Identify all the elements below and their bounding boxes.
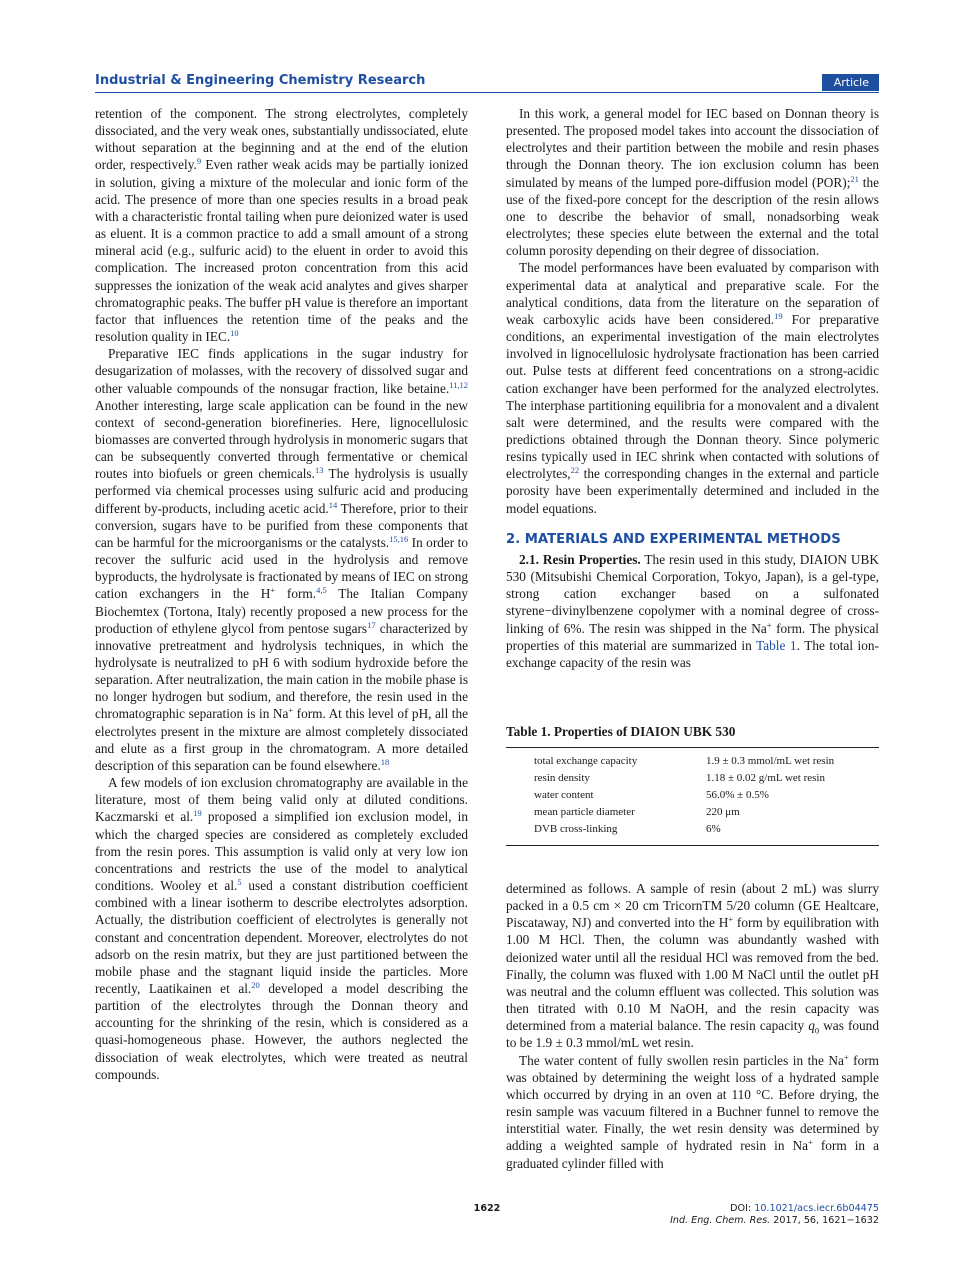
citation-link[interactable]: 14 xyxy=(328,499,338,510)
citation-link[interactable]: 20 xyxy=(251,979,260,990)
table-row: DVB cross-linking 6% xyxy=(534,822,721,835)
paragraph: The model performances have been evaluated by comparison with experimental data at analytical and preparative scale. For the analytical conditions, data from the literature on the separation of weak carboxylic acids have been considered.$^{19}$ For preparative conditions, an experimental investigation of the main electrolytes involved in lignocellulosic hydrolysate fractionation has been carried out. Pulse tests at different feed concentrations on a strong-acidic cation exchanger have been performed for the analyzed electrolytes. The interphase partitioning equilibria for a monovalent and a divalent salt were determined, and the results were compared with the predictions obtained through the Donnan theory. Since polymeric resins typically used in IEC shrink when contacted with solutions of electrolytes,$^{22}$ the corresponding changes in the external and particle porosity have been experimentally determined and included in the model equations. xyxy=(506,260,880,516)
paragraph: In this work, a general model for IEC based on Donnan theory is presented. The proposed model takes into account the dissociation of electrolytes and their partition between the mobile and resin phases through the Donnan theory. The ion exclusion column has been simulated by means of the lumped pore-diffusion model (POR);$^{21}$ the use of the fixed-pore concept for the description of the resin allows one to describe the behavior of small, nonadsorbing weak electrolytes; these species elute between the external and the total column porosity depending on their degree of dissociation. xyxy=(506,106,879,259)
citation-link[interactable]: 19 xyxy=(193,808,202,819)
table-top-rule xyxy=(506,747,879,748)
left-column xyxy=(95,105,468,1083)
article-type-badge: Article xyxy=(822,74,879,91)
citation-link[interactable]: 17 xyxy=(367,619,376,630)
table-1 xyxy=(506,724,879,846)
table-bottom-rule xyxy=(506,845,879,846)
paragraph: 2.1. Resin Properties. The resin used in this study, DIAION UBK 530 (Mitsubishi Chemical Corporation, Tokyo, Japan), is a gel-type, strong cation exchanger based on a sulfonated styrene−divinylbenzene copolymer with a nominal degree of cross-linking of 6%. The resin was shipped in the Na+ form. The physical properties of this material are summarized in Table 1. The total ion-exchange capacity of the resin was xyxy=(506,551,879,670)
paragraph: Preparative IEC finds applications in the sugar industry for desugarization of molasses, with the recovery of dissolved sugar and other valuable compounds of the nonsugar fraction, like betaine.$^{11,12}$ Another interesting, large scale application can be found in the new context of second-generation biorefineries. Here, lignocellulosic biomasses are converted through hydrolysis in monomeric sugars that can be subsequently converted through fermentative or chemical routes into biofuels or green chemicals.$^{13}$ The hydrolysis is usually performed via chemical processes using sulfuric acid and producing different by-products, including acetic acid.$^{14}$ Therefore, prior to their conversion, sugars have to be purified from these components that can be harmful for the microorganisms or the catalysts.$^{15,16}$ In order to recover the sulfuric acid used in the hydrolysis and remove byproducts, the hydrolysate is fractionated by means of IEC on strong cation exchangers in the H+ form.$^{4,5}$ The Italian Company Biochemtex (Tortona, Italy) recently proposed a new process for the production of ethylene glycol from pentose sugars$^{17}$ characterized by innovative pretreatment and hydrolysis techniques, in which the hydrolysate is neutralized to pH 6 with sodium hydroxide before the separation. After neutralization, the main cation in the mobile phase is no longer hydrogen but sodium, and therefore, the resin used in the chromatographic separation is in Na+ form. At this level of pH, all the electrolytes present in the mixture are almost completely dissociated and elute as a first group in the chromatogram. A more detailed description of this separation can be found elsewhere.$^{18}$ xyxy=(95,346,469,773)
paragraph: retention of the component. The strong electrolytes, completely dissociated, and the very weak ones, substantially undissociated, elute without separation at the beginning and at the end of the elution order, respectively.$^9$ Even rather weak acids may be partially ionized in solution, giving a mixture of the molecular and ionic form of the acid. The presence of more than one species results in a broad peak with a characteristic frontal tailing when pure deionized water is used as eluent. It is a common practice to add a small amount of a strong mineral acid (e.g., sulfuric acid) to the eluent in order to avoid this complication. The increased proton concentration from this acid suppresses the ionization of the weak acid analytes and gives sharper chromatographic peaks. The buffer pH value is therefore an important factor that influences the retention time of the peaks and the resolution quality in IEC.$^{10}$ xyxy=(95,106,468,345)
table-row: mean particle diameter 220 μm xyxy=(534,805,740,818)
subsection-heading: 2.1. Resin Properties. xyxy=(519,551,641,567)
citation-link[interactable]: 13 xyxy=(314,465,324,476)
doi-link[interactable]: 10.1021/acs.iecr.6b04475 xyxy=(754,1203,879,1214)
doi-citation: DOI: 10.1021/acs.iecr.6b04475 Ind. Eng. Chem. Res. 2017, 56, 1621−1632 xyxy=(670,1203,879,1226)
citation-link[interactable]: 21 xyxy=(850,173,859,184)
citation-link[interactable]: 11,12 xyxy=(449,379,468,390)
citation-link[interactable]: 18 xyxy=(380,756,390,767)
paragraph: A few models of ion exclusion chromatography are available in the literature, most of them being valid only at diluted conditions. Kaczmarski et al.$^{19}$ proposed a simplified ion exclusion model, in which the charged species are considered as completely excluded from the resin pores. This assumption is valid only at very low ion concentrations and restricts the use of the model to analytical conditions. Wooley et al.$^5$ used a constant distribution coefficient combined with a linear isotherm to describe electrolytes adsorption. Actually, the distribution coefficient of electrolytes is generally not constant and concentration dependent. Moreover, electrolytes do not adsorb on the resin matrix, but they are just partitioned between the mobile phase and the stagnant liquid inside the particles. More recently, Laatikainen et al.$^{20}$ developed a model describing the partition of the electrolytes through the Donnan theory and accounting for the shrinking of the resin, which is considered as a quasi-homogeneous phase. However, the authors neglected the dissociation of weak electrolytes, which were treated as neutral compounds. xyxy=(95,775,468,1082)
citation-link[interactable]: 10 xyxy=(230,328,239,339)
journal-title[interactable]: Industrial & Engineering Chemistry Research xyxy=(95,73,426,88)
citation-link[interactable]: 9 xyxy=(196,156,202,167)
table-row: water content 56.0% ± 0.5% xyxy=(534,788,769,801)
table-row: total exchange capacity 1.9 ± 0.3 mmol/mL wet resin xyxy=(534,754,835,767)
paragraph: determined as follows. A sample of resin (about 2 mL) was slurry packed in a 0.5 cm × 20 cm TricornTM 5/20 column (GE Healtcare, Piscataway, NJ) and converted into the H+ form by equilibration with 1.00 M HCl. Then, the column was abundantly washed with deionized water until all the residual HCl was removed from the bed. Finally, the column was fluxed with 1.00 M NaCl until the outlet pH was neutral and the column effluent was collected. This solution was then titrated with 0.10 M NaOH, and the resin capacity was determined from a material balance. The resin capacity $q_0$ was found to be 1.9 ± 0.3 mmol/mL wet resin. xyxy=(506,881,879,1051)
citation-link[interactable]: 5 xyxy=(237,877,242,888)
page-header xyxy=(95,72,879,94)
table-row: resin density 1.18 ± 0.02 g/mL wet resin xyxy=(534,771,825,784)
citation-link[interactable]: 15,16 xyxy=(389,533,409,544)
table-title: Table 1. Properties of DIAION UBK 530 xyxy=(506,724,736,739)
table-link[interactable]: Table 1 xyxy=(756,637,797,653)
section-heading: 2. MATERIALS AND EXPERIMENTAL METHODS xyxy=(506,531,841,547)
properties-table xyxy=(506,752,879,837)
right-column-bottom xyxy=(506,880,879,1172)
paragraph: The water content of fully swollen resin particles in the Na+ form was obtained by determining the weight loss of a hydrated sample which occurred by drying in an oven at 110 °C. Before drying, the resin sample was vacuum filtered in a Buchner funnel to remove the interstitial water. Finally, the wet resin density was determined by adding a weighted sample of hydrated resin in Na+ form in a graduated cylinder filled with xyxy=(506,1051,880,1171)
citation-link[interactable]: 4,5 xyxy=(316,585,327,596)
citation-link[interactable]: 22 xyxy=(570,465,580,476)
right-column-top xyxy=(506,105,879,671)
page-number: 1622 xyxy=(473,1203,501,1214)
citation-link[interactable]: 19 xyxy=(774,310,783,321)
header-rule xyxy=(95,92,879,93)
